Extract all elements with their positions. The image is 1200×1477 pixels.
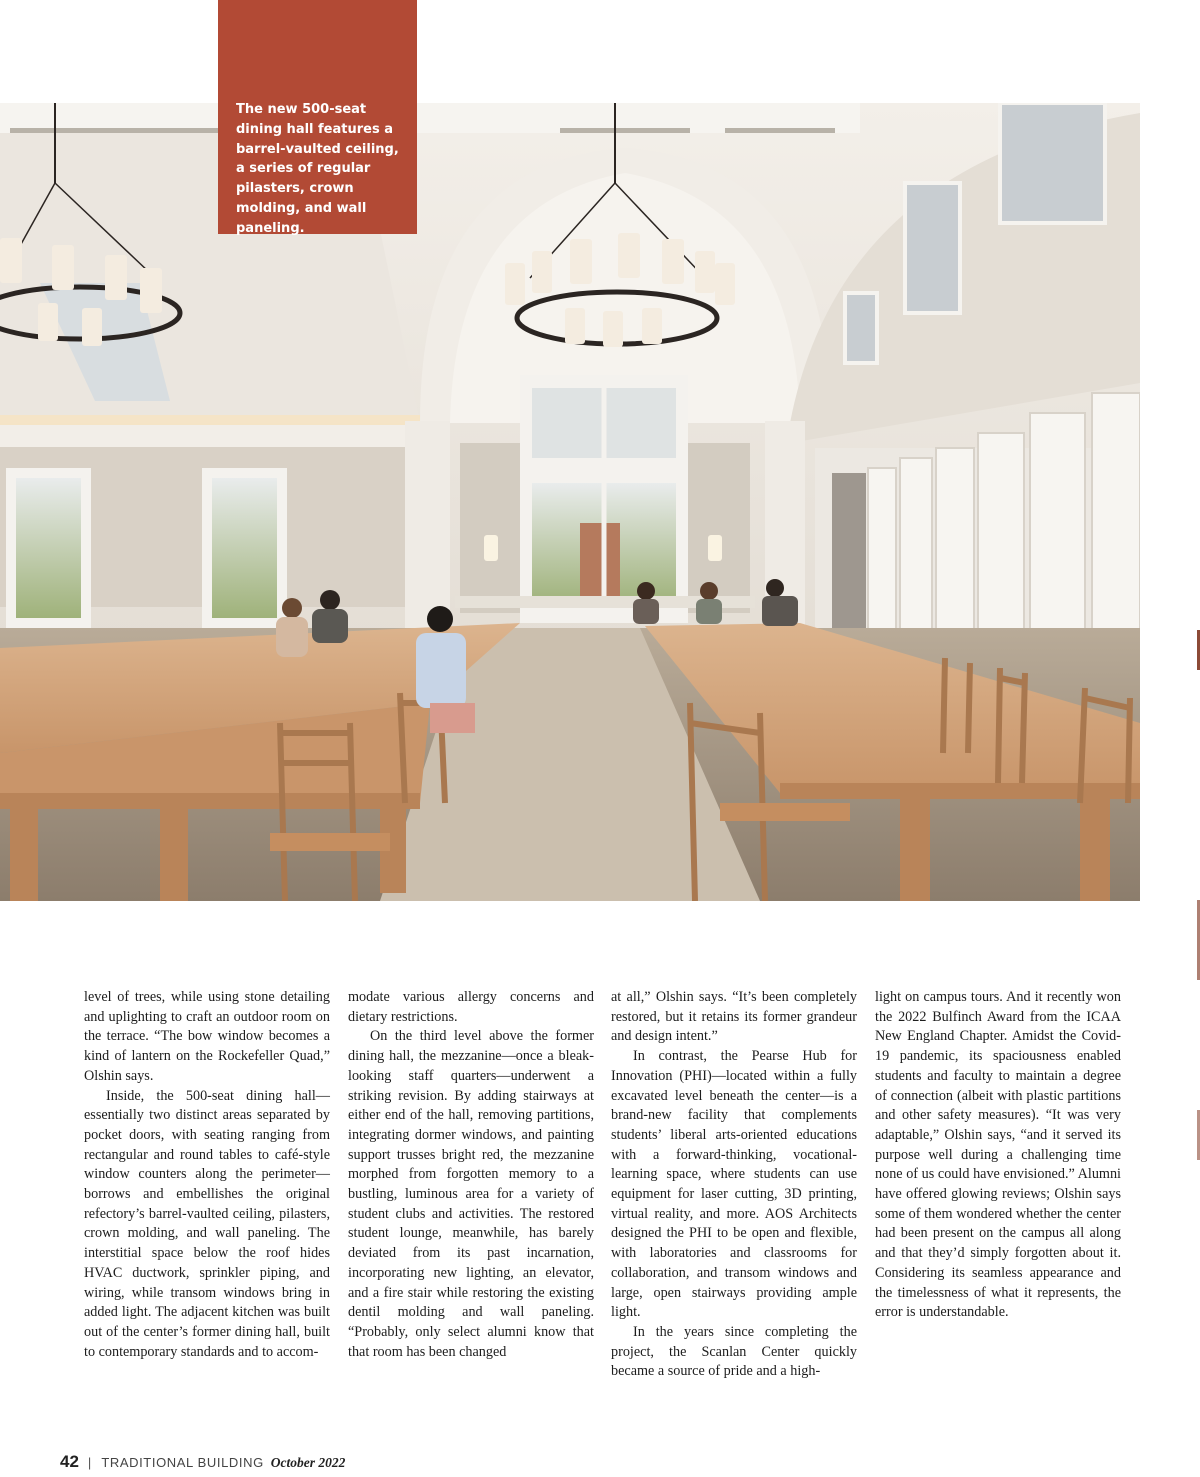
paragraph: On the third level above the former dining hall, the mezzanine—once a bleak-looking staff quarters—underwent a striking revision. By adding stairways at either end of the hall, removing partitions, integrating dormer windows, and painting support trusses bright red, the mezzanine morphed from forgotten memory to a bustling, luminous area for a variety of student clubs and activities. The restored student lounge, meanwhile, has barely deviated from its past incarnation, incorporating new lighting, an elevator, and a fire stair while restoring the existing dentil molding and wall paneling. “Probably, only select alumni know that that room has been changed [348,1028,594,1360]
paragraph: light on campus tours. And it recently won the 2022 Bulfinch Award from the ICAA New England Chapter. Amidst the Covid-19 pandemic, its spaciousness enabled students and faculty to maintain a degree of connection (albeit with plastic partitions and other safety measures). “It was very adaptable,” Olshin says, “and it served its purpose well during a challenging time none of us could have envisioned.” Alumni have offered glowing reviews; Olshin says some of them wondered whether the center had been present on the campus all along and that they’d simply forgotten about it. Considering its seamless appearance and the timelessness of what it represents, the error is understandable. [875,989,1121,1321]
page-footer [60,1452,345,1472]
article-column-4 [875,988,1121,1323]
page-number: 42 [60,1452,79,1471]
paragraph: In the years since completing the project, the Scanlan Center quickly became a source of pride and a high- [611,1323,857,1380]
paragraph: modate various allergy concerns and dietary restrictions. [348,989,594,1025]
article-column-2 [348,988,594,1362]
photo-caption-box [218,0,417,234]
photo-caption: The new 500-seat dining hall features a barrel-vaulted ceiling, a series of regular pilasters, crown molding, and wall paneling. [236,102,399,236]
paragraph: level of trees, while using stone detailing and uplighting to craft an outdoor room on the terrace. “The bow window becomes a kind of lantern on the Rockefeller Quad,” Olshin says. [84,989,330,1084]
dining-hall-illustration [0,103,1140,901]
article-column-3 [611,988,857,1382]
footer-separator: | [87,1455,92,1470]
dining-hall-photo [0,103,1140,901]
paragraph: at all,” Olshin says. “It’s been completely restored, but it retains its former grandeur and design intent.” [611,989,857,1045]
paragraph: Inside, the 500-seat dining hall—essentially two distinct areas separated by pocket doors, with seating ranging from rectangular and round tables to café-style window counters along the perimeter—borrows and embellishes the original refectory’s barrel-vaulted ceiling, pilasters, crown molding, and wall paneling. The interstitial space below the roof hides HVAC ductwork, sprinkler piping, and wiring, while transom windows bring in added light. The adjacent kitchen was built out of the center’s former dining hall, built to contemporary standards and to accom- [84,1087,330,1360]
paragraph: In contrast, the Pearse Hub for Innovation (PHI)—located within a fully excavated level beneath the center—is a brand-new facility that complements students’ liberal arts-oriented educations with a forward-thinking, vocational-learning space, where students can use equipment for laser cutting, 3D printing, virtual reality, and more. AOS Architects designed the PHI to be open and flexible, with laboratories and classrooms for collaboration, and transom windows and large, open stairways providing ample light. [611,1048,857,1321]
publication-name: TRADITIONAL BUILDING [101,1455,264,1470]
article-column-1 [84,988,330,1362]
issue-date: October 2022 [270,1455,346,1470]
